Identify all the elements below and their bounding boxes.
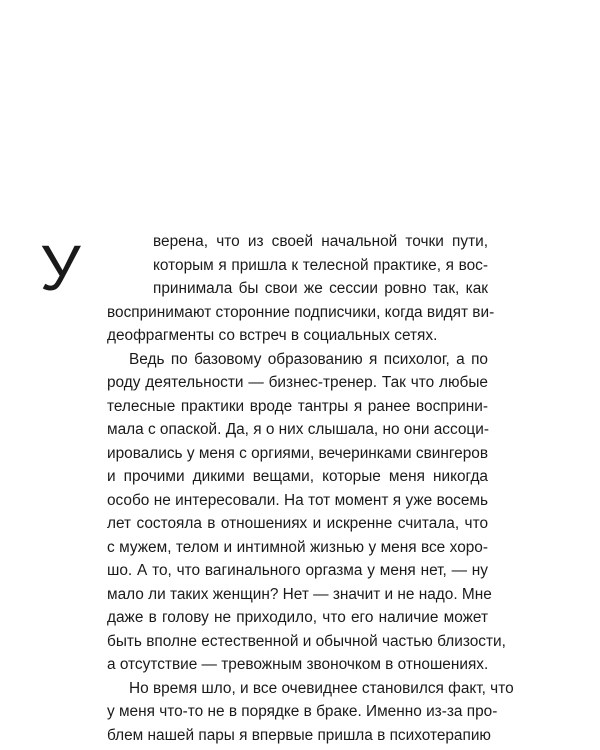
text-line: мало ли таких женщин? Нет — значит и не надо. Мне: [107, 585, 492, 603]
text-line: которым я пришла к телесной практике, я вос-: [153, 256, 488, 274]
text-line: особо не интересовали. На тот момент я уже восемь: [107, 491, 488, 509]
text-line: воспринимают сторонние подписчики, когда видят ви-: [107, 303, 495, 321]
text-line: с мужем, телом и интимной жизнью у меня все хоро-: [107, 538, 488, 556]
body-text: [107, 230, 514, 747]
text-line: даже в голову не приходило, что его наличие может: [107, 609, 488, 626]
text-line: блем нашей пары я впервые пришла в психотерапию: [107, 726, 491, 744]
text-line: Ведь по базовому образованию я психолог, а по: [129, 350, 488, 368]
text-line: и прочими дикими вещами, которые меня никогда: [107, 468, 488, 485]
text-line: ировались у меня с оргиями, вечеринками свингеров: [107, 444, 488, 462]
text-line: шо. А то, что вагинального оргазма у меня нет, — ну: [107, 562, 488, 579]
text-line: принимала бы свои же сессии ровно так, как: [153, 280, 488, 297]
text-line: лет состояла в отношениях и искренне считала, что: [107, 515, 488, 532]
text-line: а отсутствие — тревожным звоночком в отношениях.: [107, 656, 489, 673]
text-line: телесные практики вроде тантры я ранее восприни-: [107, 397, 488, 415]
text-line: быть вполне естественной и обычной частью близости,: [107, 632, 506, 650]
drop-cap: У: [40, 232, 81, 304]
text-line: деофрагменты со встреч в социальных сетях.: [107, 327, 438, 344]
text-line: верена, что из своей начальной точки пути,: [153, 233, 488, 250]
text-line: роду деятельности — бизнес-тренер. Так что любые: [107, 374, 488, 391]
text-line: Но время шло, и все очевиднее становился факт, что: [129, 679, 514, 697]
text-line: мала с опаской. Да, я о них слышала, но они ассоци-: [107, 421, 489, 438]
text-line: у меня что-то не в порядке в браке. Именно из-за про-: [107, 703, 498, 720]
